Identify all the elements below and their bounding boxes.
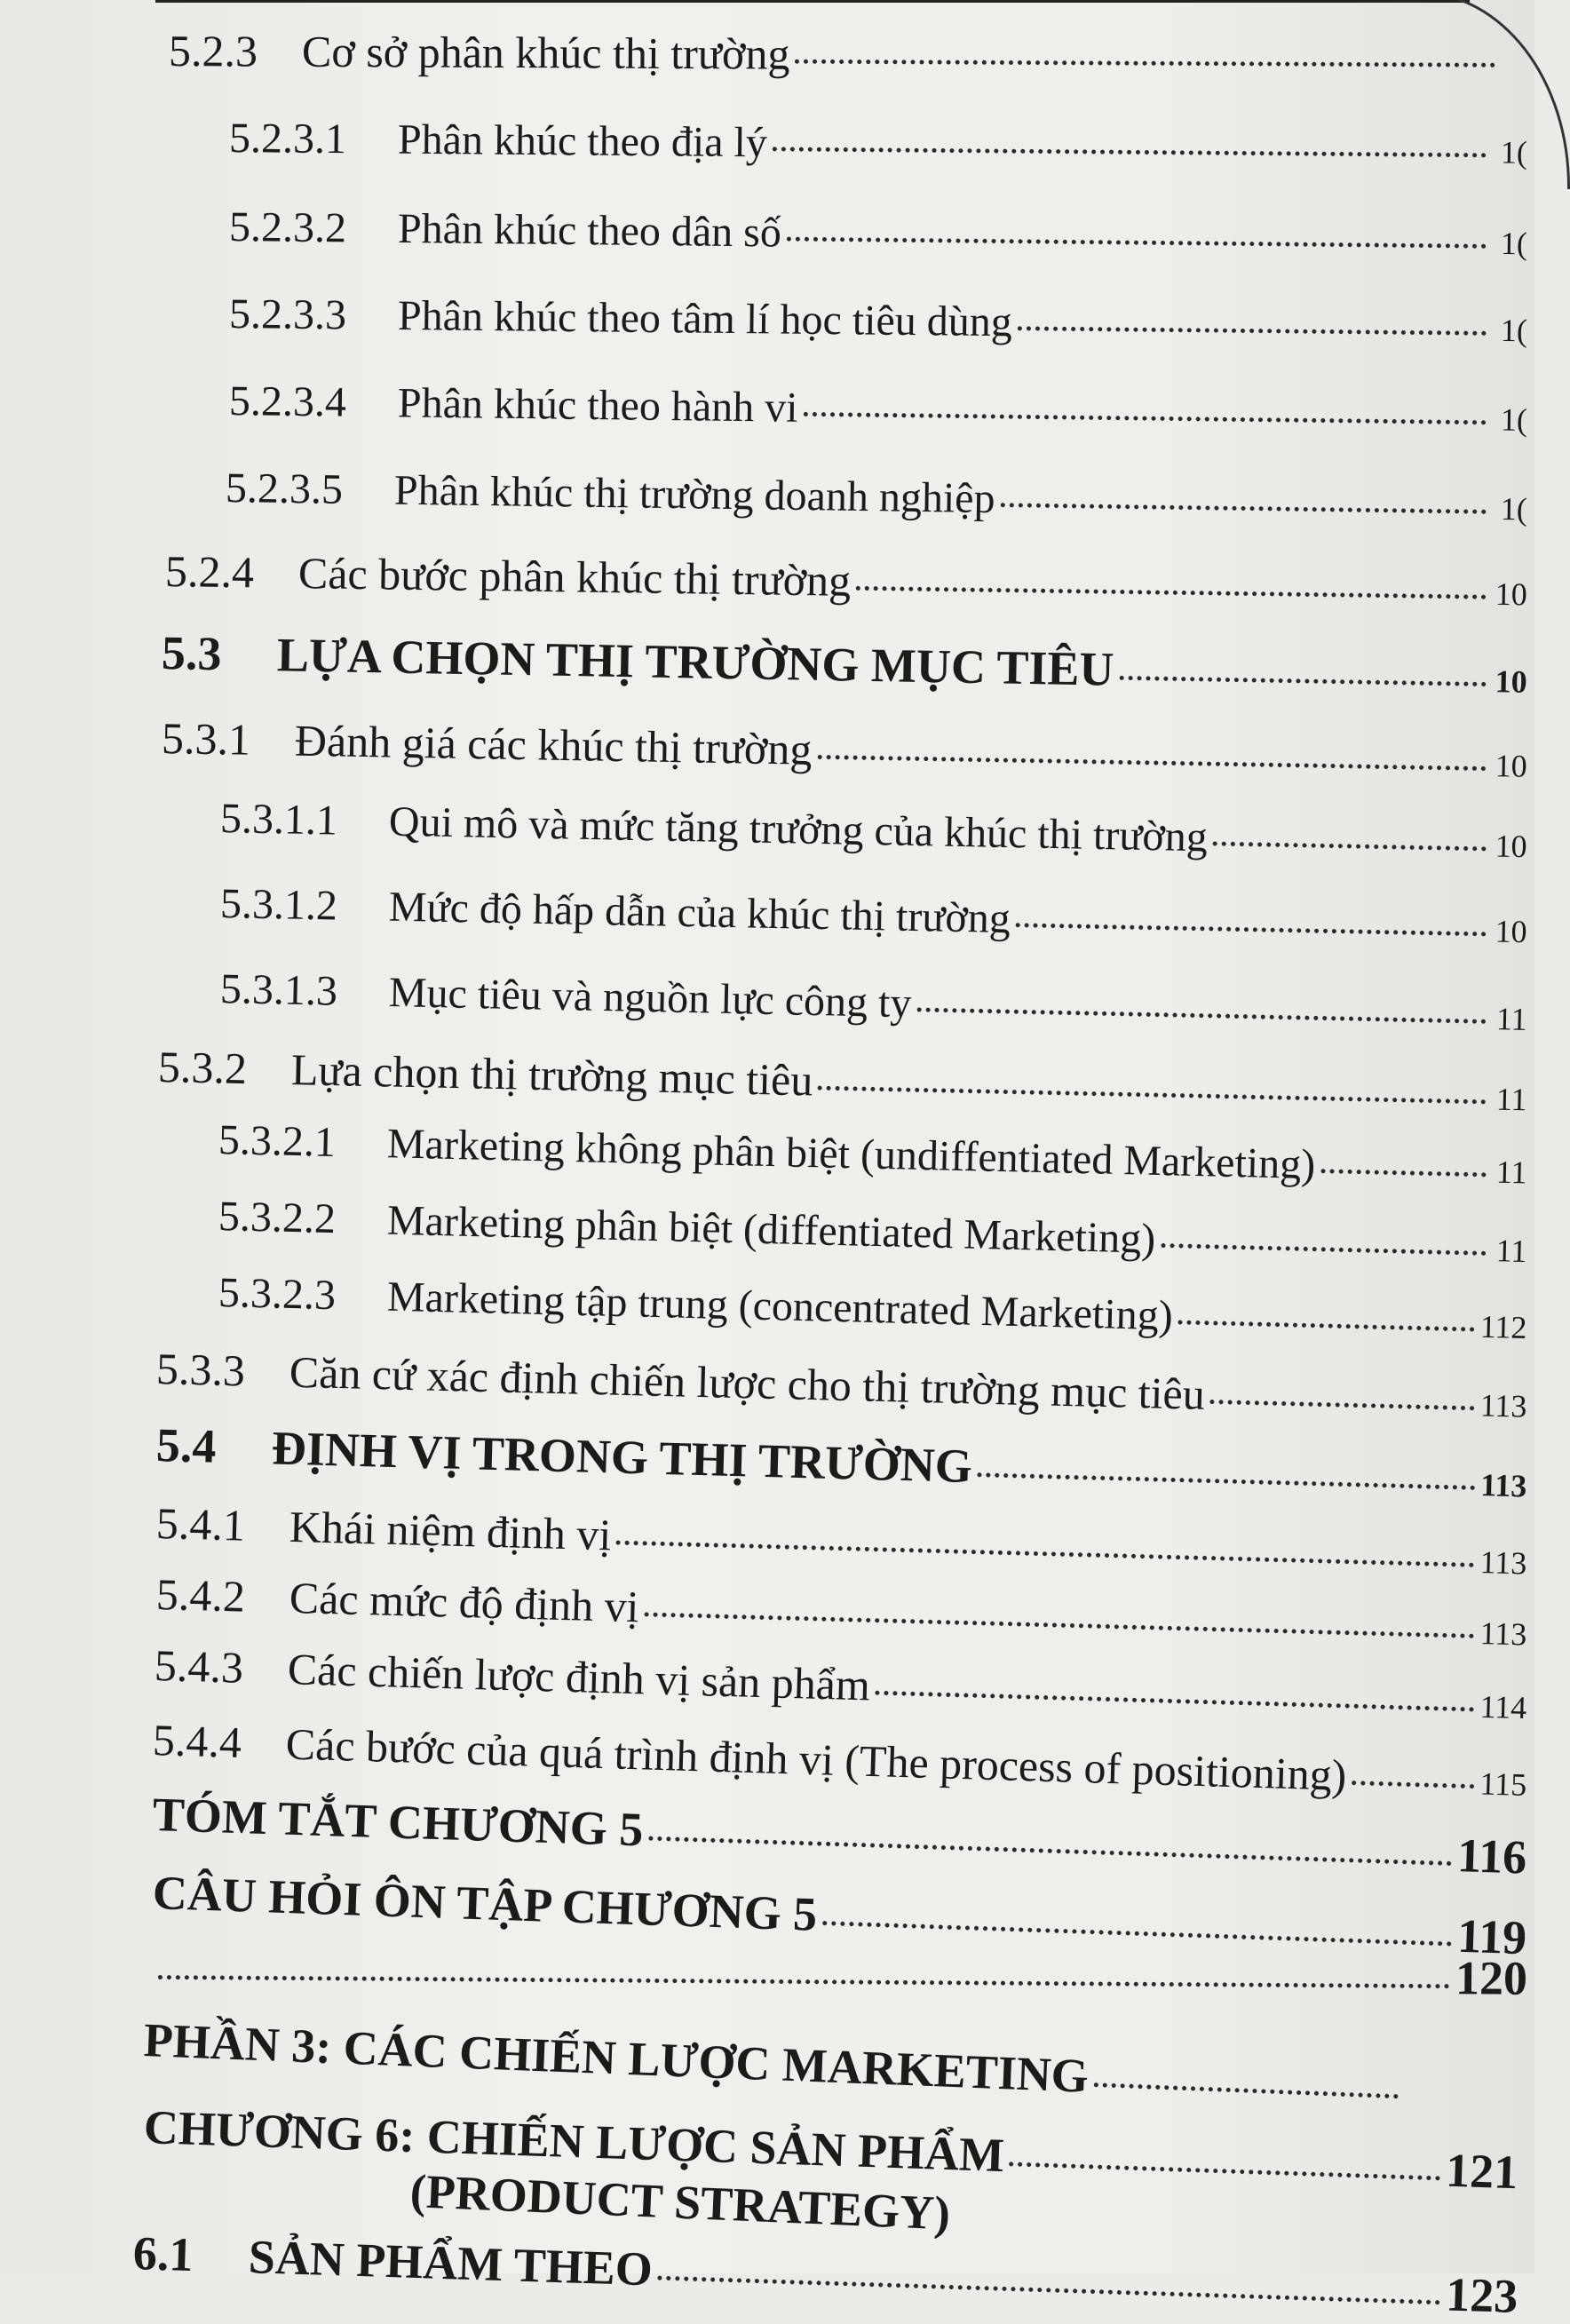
entry-title: Mục tiêu và nguồn lực công ty: [388, 968, 912, 1027]
toc-entry: [226, 464, 1528, 530]
entry-number: 5.3: [161, 625, 277, 682]
entry-title: Mức độ hấp dẫn của khúc thị trường: [388, 883, 1011, 943]
entry-number: 5.4.1: [155, 1497, 289, 1552]
entry-title: Qui mô và mức tăng trưởng của khúc thị trường: [388, 797, 1208, 862]
entry-number: 5.2.3: [169, 25, 302, 77]
entry-page: 10: [1491, 662, 1527, 701]
entry-number: 5.4: [155, 1417, 273, 1475]
toc-entry: [219, 964, 1527, 1041]
dot-leader: [1010, 2161, 1440, 2180]
toc-entry: [155, 1568, 1527, 1655]
entry-title: Đánh giá các khúc thị trường: [294, 715, 812, 775]
dot-leader: [876, 1691, 1475, 1712]
toc-entry: [229, 377, 1528, 441]
entry-page: 10: [1491, 912, 1527, 950]
entry-number: 5.4.2: [155, 1568, 289, 1623]
toc-entry: [155, 1497, 1527, 1584]
entry-title: Các bước phân khúc thị trường: [298, 547, 852, 607]
toc-entry: [143, 2012, 1405, 2115]
entry-page: 114: [1479, 1688, 1527, 1726]
entry-title: Lựa chọn thị trường mục tiêu: [290, 1043, 813, 1106]
dot-leader: [158, 1975, 1450, 1988]
dot-leader: [1016, 923, 1487, 936]
toc-entry: [154, 1639, 1527, 1729]
entry-number: 5.4.4: [152, 1714, 287, 1769]
entry-number: 5.3.2.3: [218, 1268, 387, 1321]
entry-page: 120: [1455, 1950, 1527, 2006]
toc-entry: [219, 879, 1527, 953]
entry-number: 5.3.2: [157, 1041, 291, 1095]
toc-entry: [165, 545, 1528, 615]
dot-leader: [856, 586, 1487, 599]
entry-title: Các bước của quá trình định vị (The process of positioning): [285, 1717, 1347, 1800]
dot-leader: [978, 1472, 1476, 1490]
entry-title: Marketing phân biệt (diffentiated Marketing): [386, 1196, 1156, 1264]
dot-leader: [1178, 1320, 1474, 1331]
entry-number: 5.3.1.1: [219, 794, 389, 846]
entry-number: 5.3.3: [155, 1343, 289, 1398]
entry-page: 121: [1445, 2143, 1518, 2201]
entry-page: 113: [1479, 1614, 1527, 1653]
entry-title: Phân khúc theo tâm lí học tiêu dùng: [398, 291, 1012, 346]
entry-page: 113: [1479, 1543, 1527, 1582]
dot-leader: [1352, 1781, 1474, 1789]
dot-leader: [657, 2276, 1440, 2305]
entry-page: 1(: [1492, 401, 1528, 438]
entry-number: 5.2.3.4: [229, 377, 399, 427]
entry-number: 5.2.3.3: [229, 290, 399, 340]
dot-leader: [616, 1541, 1475, 1567]
toc-entry: [155, 1343, 1527, 1428]
entry-number: 5.2.3.1: [229, 114, 398, 164]
entry-title: CHƯƠNG 6: CHIẾN LƯỢC SẢN PHẨM: [143, 2099, 1005, 2183]
entry-number: 5.2.4: [165, 545, 299, 599]
dot-leader: [817, 755, 1486, 771]
entry-title: Cơ sở phân khúc thị trường: [302, 26, 790, 80]
dot-leader: [1213, 841, 1487, 851]
entry-page: 11: [1491, 1000, 1527, 1038]
entry-title: Phân khúc theo hành vi: [398, 378, 798, 432]
entry-title: CÂU HỎI ÔN TẬP CHƯƠNG 5: [152, 1865, 818, 1942]
entry-title: Phân khúc thị trường doanh nghiệp: [394, 466, 995, 523]
entry-title: Phân khúc theo dân số: [398, 204, 781, 258]
entry-title: Căn cứ xác định chiến lược cho thị trường mục tiêu: [289, 1346, 1205, 1420]
dot-leader: [773, 147, 1487, 157]
entry-title: Các chiến lược định vị sản phẩm: [287, 1643, 871, 1710]
toc-entry: [161, 625, 1527, 704]
entry-page: 11: [1491, 1154, 1527, 1192]
entry-number: 5.3.1.3: [219, 964, 389, 1017]
entry-page: 11: [1491, 1232, 1527, 1270]
entry-page: 10: [1491, 747, 1527, 785]
entry-number: 5.3.2.2: [218, 1192, 387, 1245]
dot-leader: [1210, 1400, 1475, 1410]
entry-page: 123: [1445, 2266, 1518, 2324]
dot-leader: [787, 237, 1487, 249]
toc-entry: [229, 202, 1527, 265]
toc-entry: [161, 712, 1527, 788]
entry-title: ĐỊNH VỊ TRONG THỊ TRƯỜNG: [271, 1420, 973, 1494]
toc-entry: [155, 1417, 1527, 1508]
dot-leader: [803, 412, 1486, 424]
toc-entry: [132, 2225, 1518, 2324]
toc-entry: [153, 1941, 1527, 2006]
dot-leader: [1000, 503, 1486, 514]
entry-number: 5.3.1.2: [219, 879, 389, 932]
toc-entry: [219, 794, 1527, 868]
dot-leader: [644, 1612, 1474, 1638]
toc-entry: [157, 1041, 1527, 1121]
dot-leader: [1161, 1243, 1487, 1256]
toc-entry: [152, 1787, 1527, 1885]
dot-leader: [795, 59, 1495, 67]
dot-leader: [822, 1921, 1452, 1947]
entry-title: Phân khúc theo địa lý: [398, 115, 767, 168]
toc-entry: [218, 1192, 1527, 1273]
entry-page: 1(: [1492, 225, 1527, 262]
entry-page: 10: [1491, 827, 1527, 865]
entry-page: 116: [1456, 1828, 1527, 1884]
entry-page: 119: [1456, 1908, 1527, 1966]
entry-title: Khái niệm định vị: [289, 1501, 612, 1560]
toc-entry: [229, 114, 1527, 174]
entry-page: 113: [1480, 1466, 1527, 1504]
entry-title: SẢN PHẨM THEO: [248, 2229, 654, 2296]
dot-leader: [1320, 1169, 1487, 1177]
entry-page: 1(: [1492, 133, 1527, 171]
entry-number: 5.2.3.2: [229, 202, 399, 253]
entry-page: 10: [1491, 575, 1527, 614]
entry-number: 5.3.2.1: [218, 1115, 387, 1168]
entry-title: Marketing tập trung (concentrated Marketing): [386, 1273, 1173, 1341]
entry-number: 6.1: [132, 2225, 250, 2284]
entry-page: 1(: [1492, 312, 1527, 349]
dot-leader: [818, 1086, 1486, 1105]
entry-page: 113: [1479, 1386, 1527, 1424]
entry-title: PHẦN 3: CÁC CHIẾN LƯỢC MARKETING: [143, 2012, 1090, 2104]
dot-leader: [648, 1836, 1452, 1866]
dot-leader: [1119, 676, 1486, 686]
toc-entry: [169, 25, 1536, 83]
entry-page: 11: [1491, 1080, 1527, 1118]
entry-title: Các mức độ định vị: [289, 1572, 639, 1632]
toc-entry: [229, 290, 1527, 352]
entry-title: LỰA CHỌN THỊ TRƯỜNG MỤC TIÊU: [276, 627, 1114, 696]
dot-leader: [916, 1007, 1486, 1023]
entry-number: 5.3.1: [161, 712, 295, 766]
entry-title: TÓM TẮT CHƯƠNG 5: [152, 1787, 644, 1857]
entry-title: (PRODUCT STRATEGY): [409, 2163, 952, 2241]
entry-number: 5.4.3: [154, 1639, 289, 1694]
dot-leader: [1018, 326, 1487, 336]
toc-entry: [218, 1268, 1527, 1349]
dot-leader: [1093, 2082, 1398, 2098]
entry-number: 5.2.3.5: [226, 464, 395, 515]
toc-entry: [218, 1115, 1527, 1194]
entry-page: 1(: [1492, 490, 1528, 528]
entry-page: 112: [1479, 1308, 1527, 1346]
entry-title: Marketing không phân biệt (undiffentiated Marketing): [386, 1119, 1315, 1189]
entry-page: 115: [1479, 1765, 1527, 1804]
